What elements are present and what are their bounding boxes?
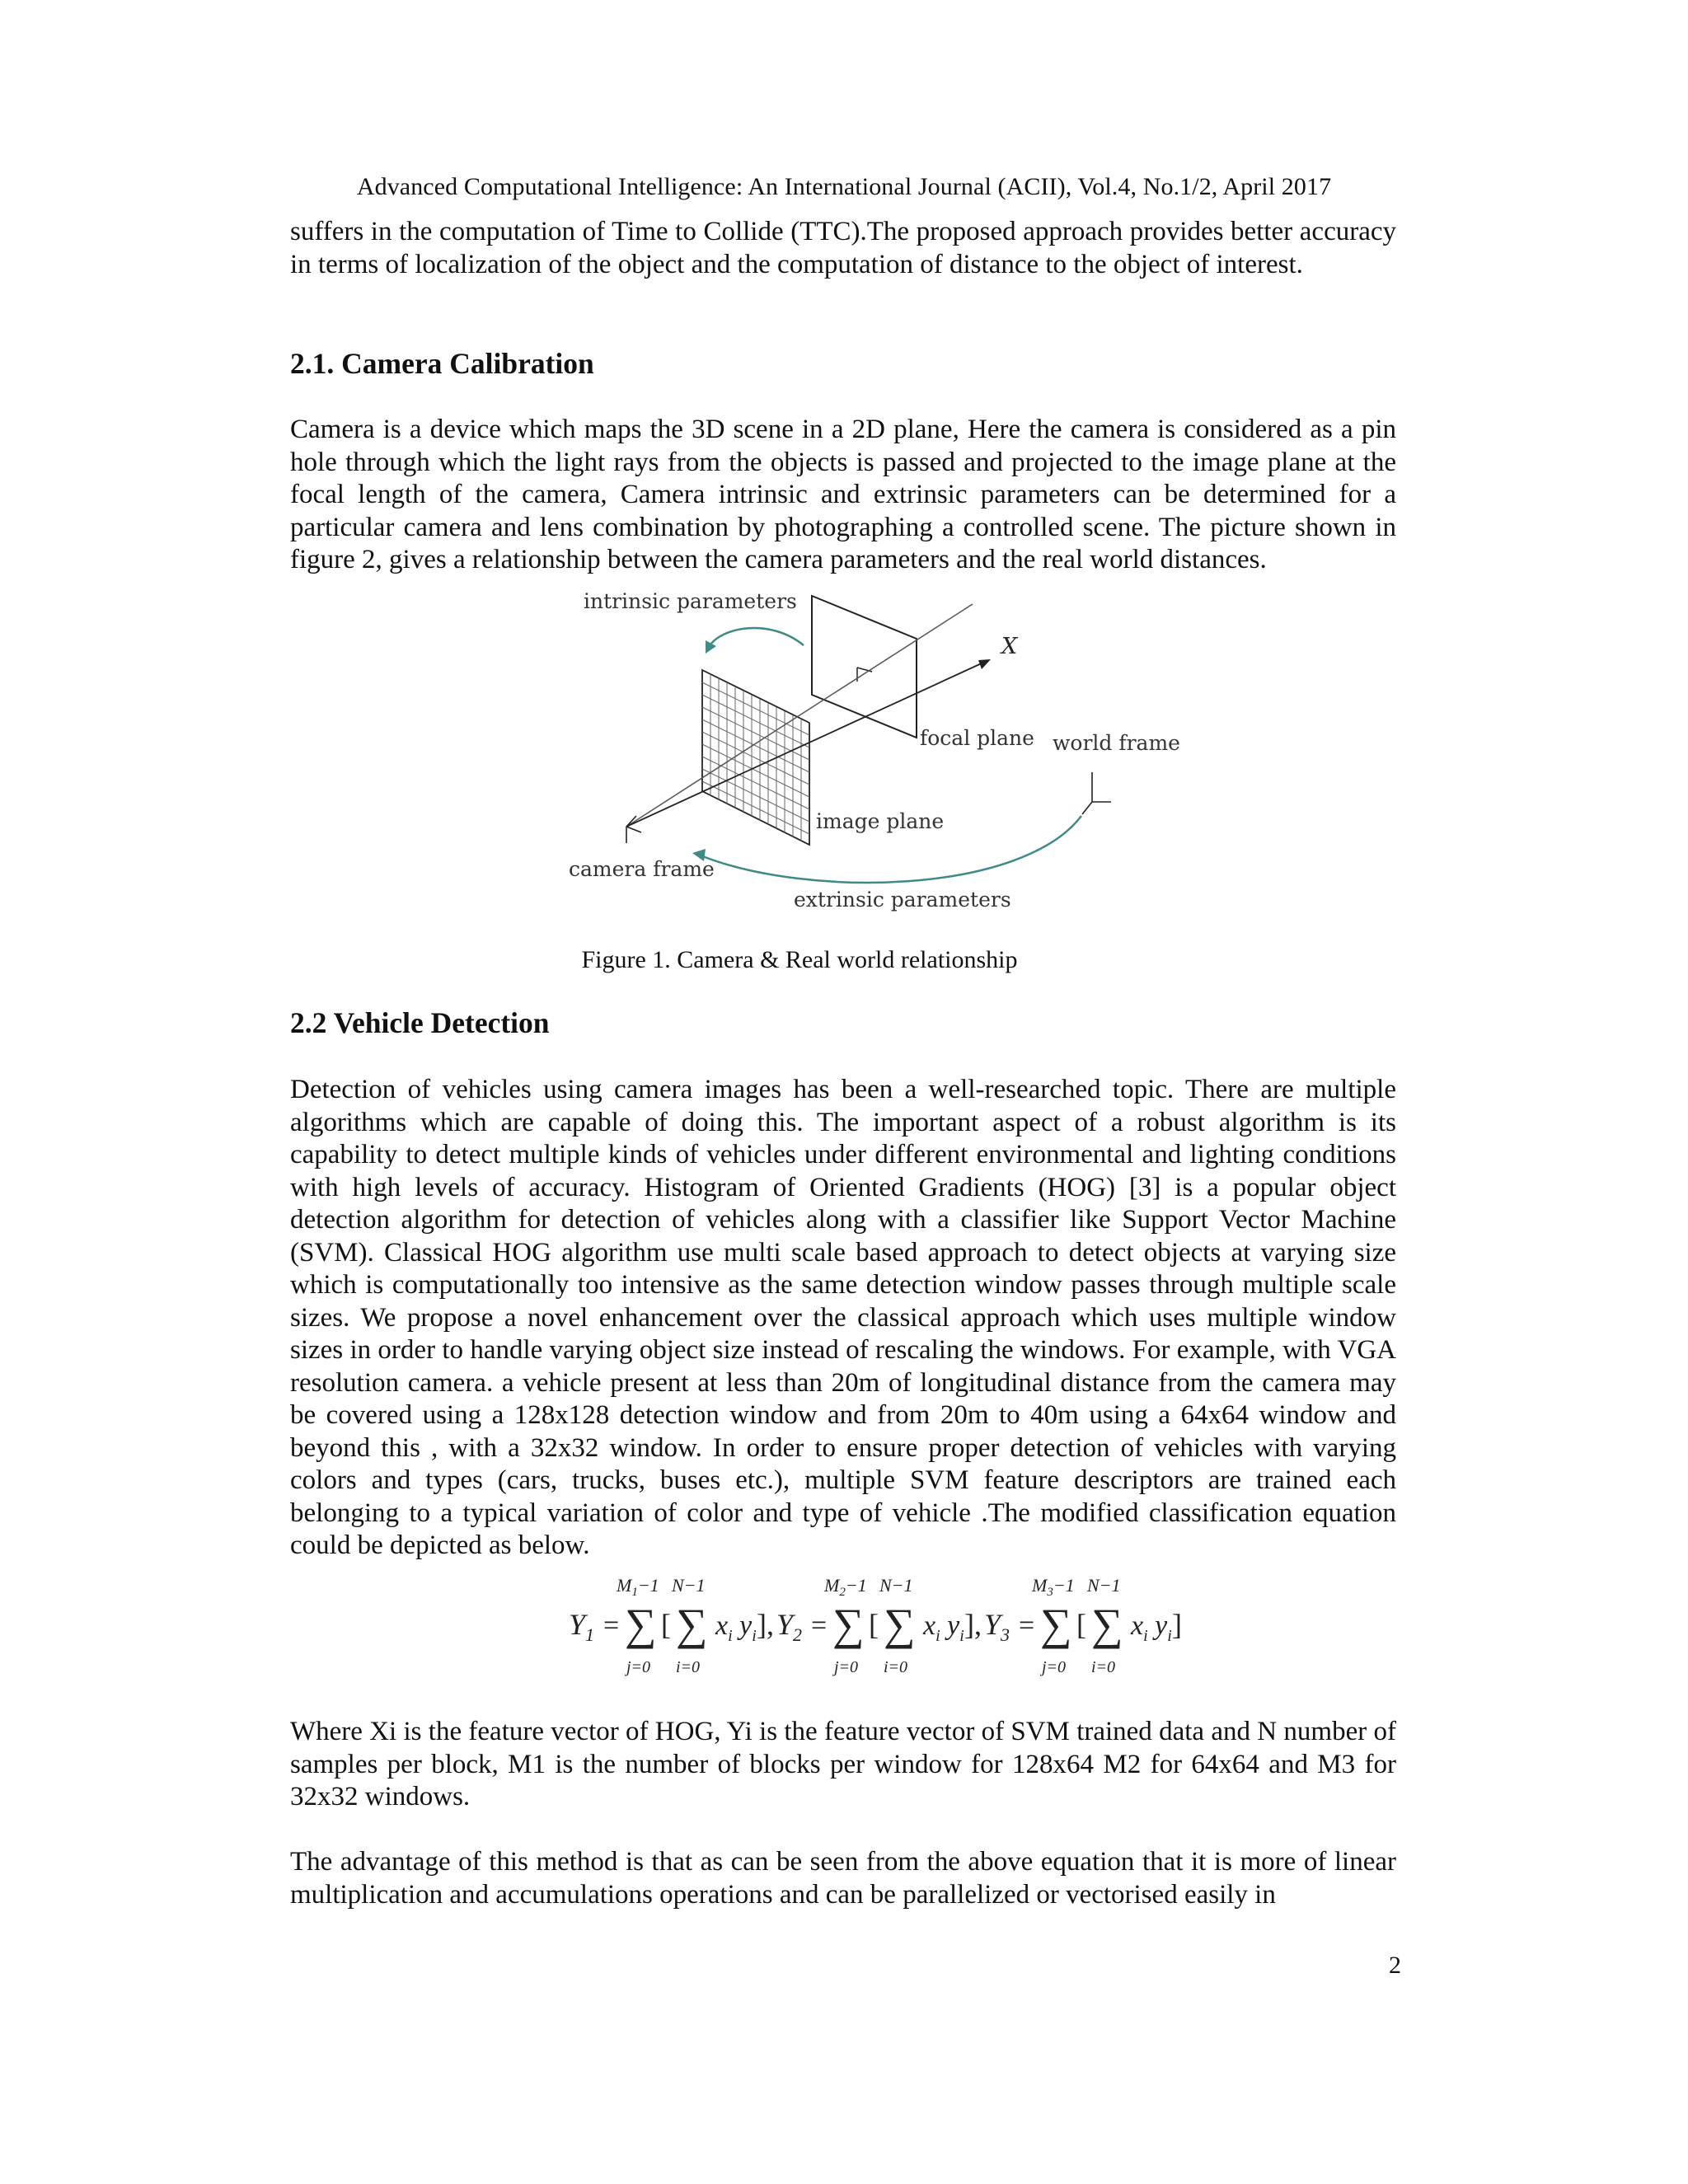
svg-text:Y3: $Y_3$ <box>984 1608 1010 1645</box>
camera-frame-label: camera frame <box>569 857 715 881</box>
svg-text:],: ], <box>964 1608 982 1641</box>
x-axis-arrowhead <box>978 659 991 669</box>
svg-text:i=0: i=0 <box>676 1658 701 1676</box>
camera-axis-x <box>626 827 641 832</box>
section-2-2-heading: 2.2 Vehicle Detection <box>290 1006 550 1039</box>
svg-text:∑: ∑ <box>625 1600 657 1649</box>
svg-text:=: = <box>1019 1610 1035 1641</box>
svg-text:=: = <box>603 1610 620 1641</box>
svg-text:i=0: i=0 <box>1091 1658 1116 1676</box>
svg-text:j=0: j=0 <box>626 1658 651 1676</box>
svg-text:xi yi: $x_i$ $y_i$ <box>715 1610 757 1645</box>
svg-text:Y1: $Y_1$ <box>569 1608 595 1645</box>
svg-text:∑: ∑ <box>1040 1600 1072 1649</box>
focal-plane-shape <box>812 596 917 738</box>
world-axis-x <box>1082 802 1092 814</box>
svg-text:Y2: $Y_2$ <box>776 1608 803 1645</box>
svg-text:∑: ∑ <box>676 1600 708 1649</box>
svg-text:xi yi: $x_i$ $y_i$ <box>923 1610 964 1645</box>
where-paragraph: Where Xi is the feature vector of HOG, Yi is the feature vector of SVM trained data and N number of samples per block, M1 is the number of blocks per window for 128x64 M2 for 64x64 and M3 for 32x32 windows. <box>290 1717 1396 1811</box>
section-2-1-paragraph: Camera is a device which maps the 3D scene in a 2D plane, Here the camera is considered as a pin hole through which the light rays from the objects is passed and projected to the image plane at the focal length of the camera, Camera intrinsic and extrinsic parameters can be determined for a particular camera and lens combination by photographing a controlled scene. The picture shown in figure 2, gives a relationship between the camera parameters and the real world distances. <box>290 415 1396 574</box>
journal-header: Advanced Computational Intelligence: An International Journal (ACII), Vol.4, No.1/2, April 2017 <box>356 173 1332 200</box>
equation-term-2 <box>776 1575 982 1676</box>
classification-equation <box>560 1570 1203 1677</box>
extrinsic-parameters-label: extrinsic parameters <box>794 888 1011 912</box>
svg-text:∑: ∑ <box>832 1600 865 1649</box>
section-2-2-paragraph: Detection of vehicles using camera images has been a well-researched topic. There are multiple algorithms which are capable of doing this. The important aspect of a robust algorithm is its capability to detect multiple kinds of vehicles under different environmental and lighting conditions with high levels of accuracy. Histogram of Oriented Gradients (HOG) [3] is a popular object detection algorithm for detection of vehicles along with a classifier like Support Vector Machine (SVM). Classical HOG algorithm use multi scale based approach to detect objects at varying size which is computationally too intensive as the same detection window passes through multiple scale sizes. We propose a novel enhancement over the classical approach which uses multiple window sizes in order to handle varying object size instead of rescaling the windows. For example, with VGA resolution camera. a vehicle present at less than 20m of longitudinal distance from the camera may be covered using a 128x128 detection window and from 20m to 40m using a 64x64 window and beyond this , with a 32x32 window. In order to ensure proper detection of vehicles with varying colors and types (cars, trucks, buses etc.), multiple SVM feature descriptors are trained each belonging to a typical variation of color and type of vehicle .The modified classification equation could be depicted as below. <box>290 1075 1396 1560</box>
intrinsic-arrowhead <box>706 640 716 654</box>
svg-text:M3−1: $M_3-1$ <box>1032 1575 1075 1599</box>
svg-text:[: [ <box>869 1608 879 1641</box>
focal-plane-label: focal plane <box>920 726 1034 750</box>
equation-term-3 <box>984 1575 1182 1676</box>
section-2-1-heading: 2.1. Camera Calibration <box>290 347 594 380</box>
svg-text:[: [ <box>661 1608 671 1641</box>
intro-paragraph: suffers in the computation of Time to Collide (TTC).The proposed approach provides better accuracy in terms of localization of the object and the computation of distance to the object of interest. <box>290 217 1396 279</box>
svg-text:]: ] <box>1172 1608 1182 1641</box>
equation-term-1 <box>569 1575 774 1676</box>
intrinsic-arrow <box>709 628 804 647</box>
world-frame-label: world frame <box>1053 731 1180 755</box>
svg-text:=: = <box>811 1610 828 1641</box>
image-plane-label: image plane <box>816 809 945 833</box>
svg-text:N−1: N−1 <box>879 1575 913 1596</box>
figure-caption: Figure 1. Camera & Real world relationship <box>581 946 1018 973</box>
svg-text:],: ], <box>757 1608 774 1641</box>
svg-text:i=0: i=0 <box>884 1658 908 1676</box>
x-axis-label: X <box>1001 634 1018 659</box>
svg-text:N−1: N−1 <box>672 1575 706 1596</box>
image-plane-grid <box>702 670 809 845</box>
svg-text:∑: ∑ <box>884 1600 916 1649</box>
camera-world-figure <box>560 581 1203 927</box>
svg-text:[: [ <box>1076 1608 1086 1641</box>
svg-text:xi yi: $x_i$ $y_i$ <box>1131 1610 1172 1645</box>
svg-text:N−1: N−1 <box>1087 1575 1121 1596</box>
svg-text:M1−1: $M_1-1$ <box>617 1575 659 1599</box>
intrinsic-parameters-label: intrinsic parameters <box>584 589 797 613</box>
svg-text:M2−1: $M_2-1$ <box>824 1575 867 1599</box>
svg-text:j=0: j=0 <box>1042 1658 1067 1676</box>
page-number: 2 <box>1389 1952 1401 1979</box>
advantage-paragraph: The advantage of this method is that as can be seen from the above equation that it is more of linear multiplication and accumulations operations and can be parallelized or vectorised easily in <box>290 1847 1396 1910</box>
svg-text:∑: ∑ <box>1091 1600 1123 1649</box>
svg-text:j=0: j=0 <box>834 1658 859 1676</box>
